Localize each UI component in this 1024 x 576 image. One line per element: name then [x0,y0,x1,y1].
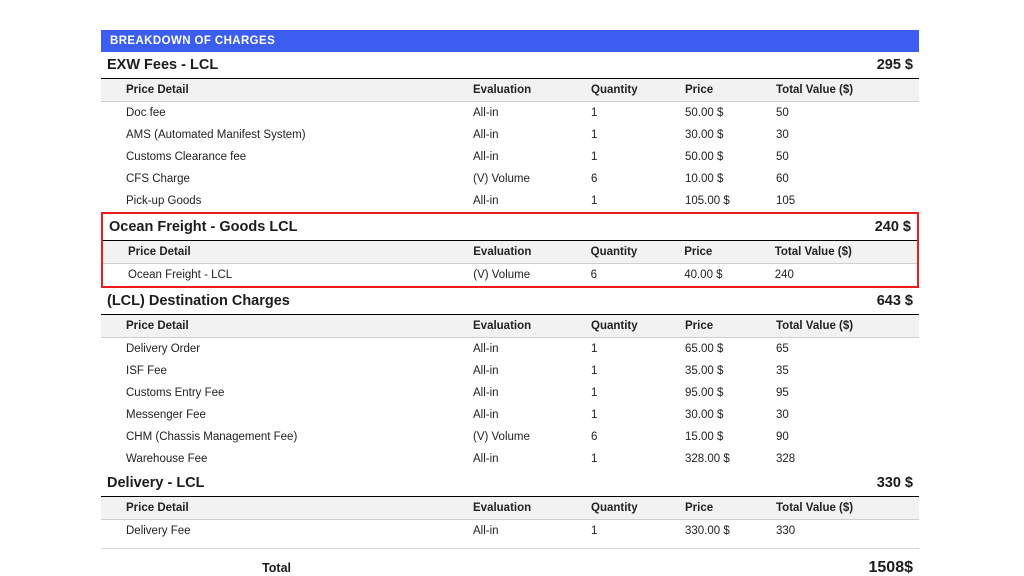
column-header-row [103,241,917,264]
table-row [101,360,919,382]
breakdown-banner [101,30,919,52]
cell-evaluation: (V) Volume [473,431,530,443]
table-row [101,124,919,146]
cell-evaluation: All-in [473,365,499,377]
cell-total-value: 95 [776,387,789,399]
column-header-quantity: Quantity [591,502,638,514]
cell-price: 105.00 $ [685,195,730,207]
cell-quantity: 1 [591,343,598,355]
cell-price: 10.00 $ [685,173,724,185]
section-header [103,214,917,241]
cell-evaluation: All-in [473,343,499,355]
cell-price: 65.00 $ [685,343,724,355]
cell-quantity: 1 [591,107,598,119]
cell-total-value: 90 [776,431,789,443]
cell-evaluation: (V) Volume [473,173,530,185]
section-title: Delivery - LCL [107,475,205,491]
cell-price-detail: Doc fee [126,107,166,119]
cell-evaluation: All-in [473,525,499,537]
column-header-total-value: Total Value ($) [774,246,852,258]
column-header-quantity: Quantity [591,84,638,96]
cell-price: 30.00 $ [685,409,724,421]
section-header [101,52,919,79]
cell-price-detail: AMS (Automated Manifest System) [126,129,306,141]
column-header-price-detail: Price Detail [128,246,191,258]
cell-total-value: 30 [776,409,789,421]
cell-price-detail: Delivery Order [126,343,201,355]
cell-total-value: 328 [776,453,796,465]
cell-price: 328.00 $ [685,453,730,465]
cell-price: 50.00 $ [685,107,724,119]
cell-quantity: 6 [590,269,598,281]
cell-price-detail: Ocean Freight - LCL [128,269,233,281]
cell-price-detail: ISF Fee [126,365,167,377]
column-header-row [101,497,919,520]
charge-section [101,470,919,542]
breakdown-banner-title: BREAKDOWN OF CHARGES [110,35,276,47]
cell-price-detail: Delivery Fee [126,525,191,537]
table-row [101,382,919,404]
column-header-price: Price [685,502,714,514]
column-header-row [101,315,919,338]
section-total: 240 $ [874,219,911,235]
cell-price: 95.00 $ [685,387,724,399]
section-title: (LCL) Destination Charges [107,293,290,309]
column-header-price: Price [685,84,714,96]
cell-total-value: 35 [776,365,789,377]
cell-quantity: 1 [591,387,598,399]
column-header-price: Price [685,320,714,332]
table-row [101,448,919,470]
cell-evaluation: All-in [473,129,499,141]
cell-price: 35.00 $ [685,365,724,377]
cell-evaluation: All-in [473,387,499,399]
column-header-total-value: Total Value ($) [776,502,854,514]
cell-evaluation: All-in [473,409,499,421]
column-header-price: Price [684,246,713,258]
cell-price: 50.00 $ [685,151,724,163]
cell-quantity: 6 [591,173,598,185]
cell-price-detail: Messenger Fee [126,409,206,421]
table-row [101,338,919,360]
cell-quantity: 1 [591,365,598,377]
cell-quantity: 1 [591,151,598,163]
cell-total-value: 330 [776,525,796,537]
section-title: EXW Fees - LCL [107,57,219,73]
cell-price: 330.00 $ [685,525,730,537]
cell-price: 40.00 $ [684,269,723,281]
cell-evaluation: All-in [473,107,499,119]
cell-total-value: 50 [776,151,789,163]
grand-total-label: Total [262,561,291,575]
table-row [103,264,917,286]
column-header-quantity: Quantity [591,320,638,332]
cell-price-detail: Customs Entry Fee [126,387,225,399]
cell-price-detail: CHM (Chassis Management Fee) [126,431,298,443]
table-row [101,146,919,168]
cell-price-detail: Warehouse Fee [126,453,208,465]
column-header-price-detail: Price Detail [126,84,189,96]
cell-evaluation: All-in [473,453,499,465]
cell-total-value: 240 [774,269,794,281]
column-header-total-value: Total Value ($) [776,320,854,332]
table-row [101,426,919,448]
column-header-evaluation: Evaluation [473,84,532,96]
cell-price: 15.00 $ [685,431,724,443]
cell-total-value: 105 [776,195,796,207]
table-row [101,520,919,542]
cell-evaluation: All-in [473,151,499,163]
cell-evaluation: (V) Volume [473,269,531,281]
grand-total-value: 1508$ [868,559,913,576]
column-header-evaluation: Evaluation [473,246,532,258]
section-total: 295 $ [876,57,913,73]
charge-sections [101,52,919,542]
cell-quantity: 1 [591,129,598,141]
table-row [101,102,919,124]
section-header [101,288,919,315]
cell-evaluation: All-in [473,195,499,207]
cell-total-value: 65 [776,343,789,355]
section-header [101,470,919,497]
charges-breakdown-document [101,30,919,576]
table-row [101,404,919,426]
cell-price-detail: Pick-up Goods [126,195,202,207]
cell-quantity: 6 [591,431,598,443]
cell-quantity: 1 [591,453,598,465]
column-header-evaluation: Evaluation [473,502,532,514]
cell-quantity: 1 [591,409,598,421]
column-header-price-detail: Price Detail [126,320,189,332]
column-header-row [101,79,919,102]
cell-price: 30.00 $ [685,129,724,141]
cell-price-detail: CFS Charge [126,173,190,185]
column-header-total-value: Total Value ($) [776,84,854,96]
column-header-quantity: Quantity [590,246,638,258]
cell-total-value: 30 [776,129,789,141]
charge-section [101,212,919,288]
table-row [101,190,919,212]
grand-total-row [101,548,919,576]
column-header-evaluation: Evaluation [473,320,532,332]
table-row [101,168,919,190]
section-title: Ocean Freight - Goods LCL [109,219,298,235]
column-header-price-detail: Price Detail [126,502,189,514]
charge-section [101,288,919,470]
cell-total-value: 50 [776,107,789,119]
section-total: 643 $ [876,293,913,309]
cell-quantity: 1 [591,195,598,207]
cell-total-value: 60 [776,173,789,185]
section-total: 330 $ [876,475,913,491]
charge-section [101,52,919,212]
cell-quantity: 1 [591,525,598,537]
cell-price-detail: Customs Clearance fee [126,151,247,163]
